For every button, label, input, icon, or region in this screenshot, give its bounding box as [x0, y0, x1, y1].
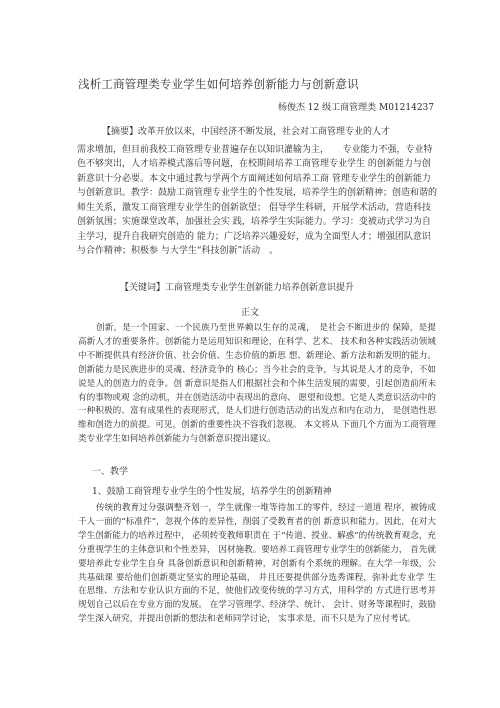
article-title: 浅析工商管理类专业学生如何培养创新能力与创新意识: [78, 77, 359, 91]
abstract-first-line: [77, 125, 437, 140]
keywords-text: 工商管理类专业学生创新能力培养创新意识提升: [165, 283, 355, 293]
keywords-label: 【关键词】: [120, 283, 166, 293]
abstract-label: 【摘要】: [102, 127, 139, 137]
section-heading: 正文: [240, 308, 259, 318]
abstract-block: [77, 125, 437, 259]
keywords-line: [120, 280, 450, 293]
subheading-individuality: 1、鼓励工商管理专业学生的个性发展，培养学生的创新精神: [92, 487, 332, 497]
abstract-body: 需求增加，但目前我校工商管理专业普遍存在以知识灌输为主， 专业能力不强，专业特色不够突出，人才培养模式落后等问题，在校期间培养工商管理专业学生 的创新能力与创新意识十分必要。本文中通过教与学两个方面阐述如何培养工商 管理专业学生的创新能力与创新意识。教学：鼓励工商管理专业学生的个性发展，培养学生的创新精神；创造和谐的师生关系，激发工商管理专业学生的创新欲望； 倡导学生科研，开展学术活动，营造科技创新氛围；实施课堂改革，加强社会实 践，培养学生实际能力。学习：变被动式学习为自主学习，提升自我研究创造的 能力；广泛培养兴趣爱好，成为全面型人才；增强团队意识与合作精神；积极参 与大学生“科技创新”活动 。: [77, 144, 438, 256]
intro-paragraph: 创新，是一个国家、一个民族乃至世界赖以生存的灵魂， 是社会不断进步的 保障，是提高新人才的重要条件。创新能力是运用知识和理论，在科学、艺术、 技术和各种实践活动领域中不断提供具有经济价值、社会价值、生态价值的新思 想、新理论、新方法和新发明的能力。创新能力是民族进步的灵魂、经济竞争的 核心；当今社会的竞争，与其说是人才的竞争，不如说是人的创造力的竞争。创 新意识是指人们根据社会和个体生活发展的需要，引起创造前所未有的事物或观 念的动机，并在创造活动中表现出的意向、 愿望和设想。它是人类意识活动中的 一种积极的、富有成果性的表现形式，是人们进行创造活动的出发点和内在动力， 是创造性思维和创造力的前提。可见，创新的重要性决不容我们忽视。 本文将从 下面几个方面为工商管理类专业学生如何培养创新能力与创新意识提出建议。: [78, 323, 436, 445]
abstract-first-text: 改革开放以来，中国经济不断发展，社会对工商管理专业的人才: [138, 127, 391, 137]
heading-teaching: 一、教学: [92, 467, 129, 477]
author-line: 杨俊杰 12 级工商管理类 M01214237: [277, 103, 434, 113]
body-paragraph: 传统的教育过分强调整齐划一，学生就像一堆等待加工的零件，经过一道道 程序，被铸成千人一面的“标准件”，忽视个体的差异性，削弱了受教育者的创 新意识和能力。因此，在对大学生创新能力的培养过程中， 必须转变教师职责在 于“传道、授业、解惑”的传统教育观念，充分重视学生的主体意识和个性差异， 因材施教。要培养工商管理专业学生的创新能力， 首先就要培养此专业学生自身 具备创新意识和创新精神，对创新有个系统的理解。在大学一年级，公共基础课 要给他们创新奠定坚实的理论基础， 并且还要提供部分选秀课程，弥补此专业学 生在思维、方法和专业认识方面的不足，使他们改变传统的学习方式，用科学的 方式进行思考并规划自己以后在专业方面的发展。 在学习管理学、经济学、统计、 会计、财务等课程时，鼓励学生深入研究，并提出创新的想法和老师同学讨论， 实事求是，而不只是为了应付考试。: [78, 503, 437, 625]
